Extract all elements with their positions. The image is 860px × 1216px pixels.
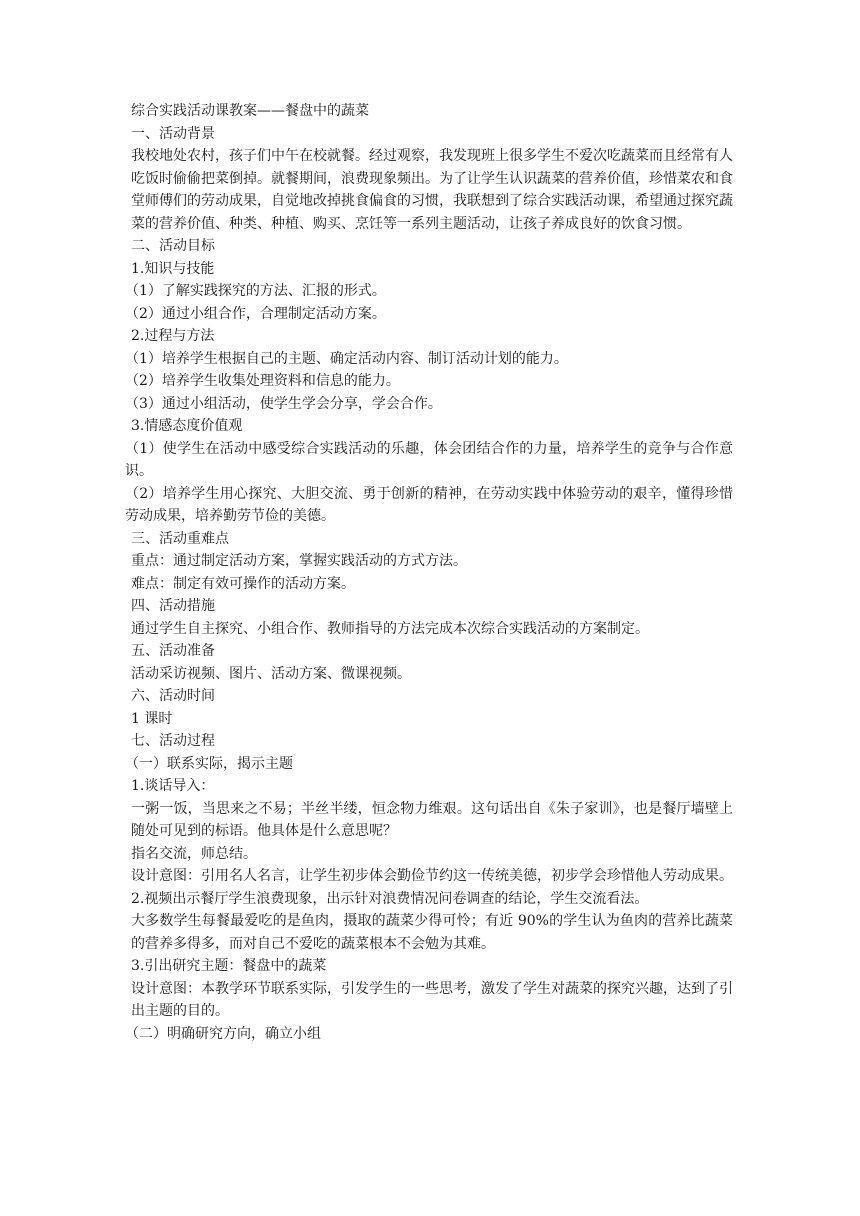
document-paragraph: 大多数学生每餐最爱吃的是鱼肉，摄取的蔬菜少得可怜；有近 90%的学生认为鱼肉的营养比蔬菜的营养多得多，而对自己不爱吃的蔬菜根本不会勉为其难。: [131, 913, 733, 952]
document-paragraph: 重点：通过制定活动方案，掌握实践活动的方式方法。: [131, 553, 467, 569]
document-paragraph: 指名交流，师总结。: [131, 845, 257, 862]
document-paragraph: 七、活动过程: [131, 733, 215, 749]
document-subitem: （2）培养学生用心探究、大胆交流、勇于创新的精神，在劳动实践中体验劳动的艰辛，懂得珍惜劳动成果，培养勤劳节俭的美德。: [125, 485, 733, 524]
document-paragraph: 通过学生自主探究、小组合作、教师指导的方法完成本次综合实践活动的方案制定。: [131, 620, 649, 637]
document-subitem: （3）通过小组活动，使学生学会分享，学会合作。: [125, 395, 442, 412]
document-paragraph: 活动采访视频、图片、活动方案、微课视频。: [131, 665, 411, 682]
document-paragraph: 四、活动措施: [131, 598, 215, 614]
document-paragraph: 1.知识与技能: [131, 260, 215, 277]
document-paragraph: 难点：制定有效可操作的活动方案。: [131, 575, 355, 592]
document-subitem: （一）联系实际，揭示主题: [125, 755, 293, 772]
document-paragraph: 六、活动时间: [131, 688, 215, 704]
document-body: [125, 100, 733, 1045]
document-subitem: （1）了解实践探究的方法、汇报的形式。: [125, 283, 386, 299]
document-paragraph: 2.过程与方法: [131, 328, 215, 344]
document-paragraph: 设计意图：引用名人名言，让学生初步体会勤俭节约这一传统美德，初步学会珍惜他人劳动成果。: [131, 868, 733, 884]
document-subitem: （1）培养学生根据自己的主题、确定活动内容、制订活动计划的能力。: [125, 350, 568, 367]
document-paragraph: 1.谈话导入：: [131, 778, 215, 794]
document-subitem: （2）培养学生收集处理资料和信息的能力。: [125, 373, 400, 389]
document-paragraph: 二、活动目标: [131, 238, 215, 254]
document-paragraph: 一粥一饭，当思来之不易；半丝半缕，恒念物力维艰。这句话出自《朱子家训》，也是餐厅墙壁上随处可见到的标语。他具体是什么意思呢？: [131, 800, 733, 839]
document-paragraph: 设计意图：本教学环节联系实际，引发学生的一些思考，激发了学生对蔬菜的探究兴趣，达到了引出主题的目的。: [131, 980, 733, 1019]
document-paragraph: 我校地处农村，孩子们中午在校就餐。经过观察，我发现班上很多学生不爱次吃蔬菜而且经常有人吃饭时偷偷把菜倒掉。就餐期间，浪费现象频出。为了让学生认识蔬菜的营养价值，珍惜菜农和食堂师傅们的劳动成果，自觉地改掉挑食偏食的习惯，我联想到了综合实践活动课，希望通过探究蔬菜的营养价值、种类、种植、购买、烹饪等一系列主题活动，让孩子养成良好的饮食习惯。: [131, 148, 733, 232]
document-title: 综合实践活动课教案——餐盘中的蔬菜: [131, 103, 369, 119]
document-paragraph: 2.视频出示餐厅学生浪费现象，出示针对浪费情况问卷调查的结论，学生交流看法。: [131, 890, 649, 907]
document-subitem: （二）明确研究方向，确立小组: [125, 1025, 321, 1042]
document-paragraph: 五、活动准备: [131, 643, 215, 659]
document-paragraph: 3.情感态度价值观: [131, 418, 243, 434]
document-subitem: （2）通过小组合作，合理制定活动方案。: [125, 305, 386, 322]
document-subitem: （1）使学生在活动中感受综合实践活动的乐趣，体会团结合作的力量，培养学生的竞争与合作意识。: [125, 440, 733, 479]
document-paragraph: 一、活动背景: [131, 125, 215, 142]
document-paragraph: 3.引出研究主题：餐盘中的蔬菜: [131, 958, 327, 974]
document-paragraph: 1 课时: [131, 710, 173, 727]
document-paragraph: 三、活动重难点: [131, 530, 229, 547]
